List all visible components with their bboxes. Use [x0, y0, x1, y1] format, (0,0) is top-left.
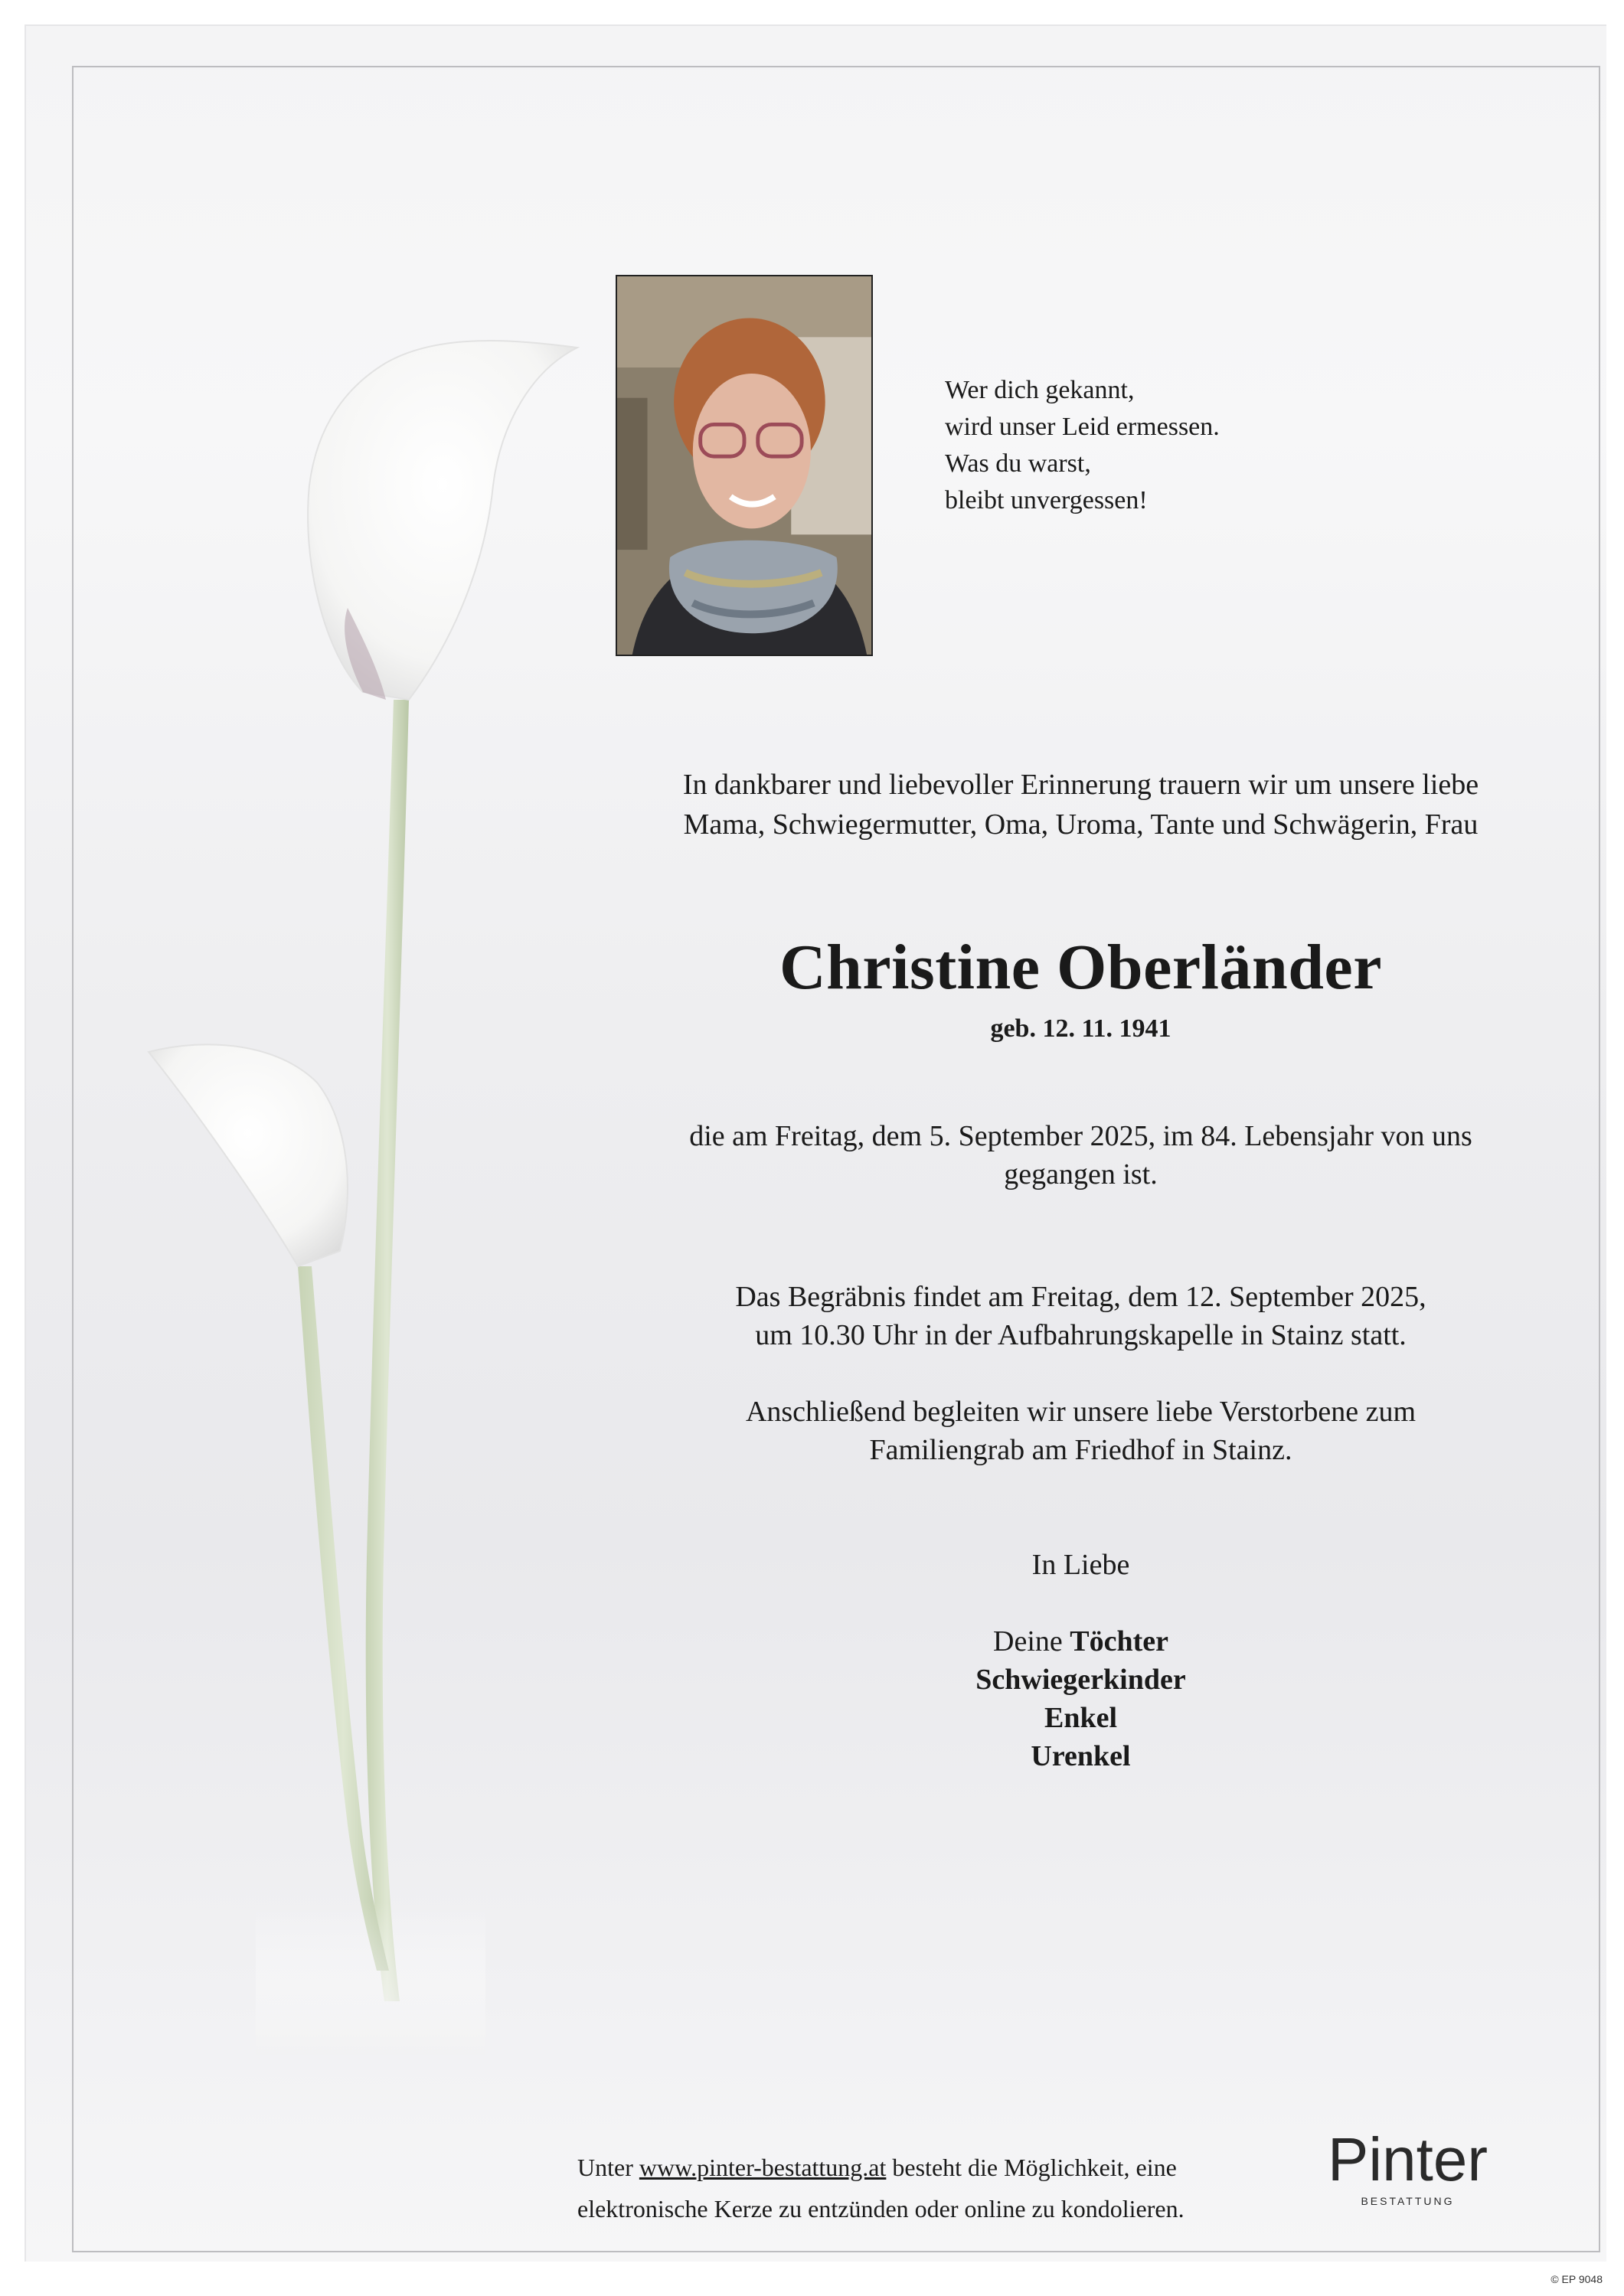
obituary-sheet — [25, 24, 1606, 2262]
pinter-logo — [1328, 2125, 1488, 2207]
tall-stem — [366, 700, 409, 2001]
mourners-list — [619, 1622, 1542, 1775]
footer-line — [577, 2147, 1185, 2188]
burial-details — [619, 1393, 1542, 1469]
footer-text: Unter — [577, 2154, 639, 2181]
death-line: gegangen ist. — [1004, 1158, 1158, 1190]
portrait-photo — [616, 275, 873, 656]
mourner-line — [619, 1699, 1542, 1737]
website-link[interactable]: www.pinter-bestattung.at — [639, 2154, 887, 2181]
mourner-line — [619, 1737, 1542, 1775]
poem-line: Wer dich gekannt, — [945, 376, 1135, 404]
birth-date: geb. 12. 11. 1941 — [990, 1014, 1171, 1043]
deceased-name: Christine Oberländer — [779, 932, 1382, 1003]
intro-text — [619, 765, 1542, 844]
intro-line: In dankbarer und liebevoller Erinnerung trauern wir um unsere liebe — [682, 769, 1479, 801]
logo-word: Pinter — [1328, 2125, 1488, 2193]
closing-phrase: In Liebe — [1031, 1549, 1130, 1581]
poem-line: bleibt unvergessen! — [945, 486, 1148, 514]
burial-line: Familiengrab am Friedhof in Stainz. — [869, 1434, 1292, 1466]
mourner-group: Schwiegerkinder — [975, 1664, 1186, 1696]
mourner-line — [619, 1661, 1542, 1699]
poem-line: Was du warst, — [945, 449, 1091, 478]
mourner-group: Töchter — [1070, 1625, 1168, 1657]
footer-line: elektronische Kerze zu entzünden oder online zu kondolieren. — [577, 2195, 1185, 2223]
burial-line: Anschließend begleiten wir unsere liebe Verstorbene zum — [745, 1396, 1417, 1428]
signoff-prefix: Deine — [993, 1625, 1063, 1657]
logo-subtitle: BESTATTUNG — [1361, 2195, 1455, 2207]
small-flower — [149, 1044, 348, 1266]
mourner-line — [619, 1622, 1542, 1661]
footer-note — [577, 2147, 1185, 2229]
funeral-line: Das Begräbnis findet am Freitag, dem 12. September 2025, — [735, 1281, 1426, 1313]
death-notice — [619, 1117, 1542, 1194]
print-code: © EP 9048 — [1550, 2273, 1603, 2285]
death-line: die am Freitag, dem 5. September 2025, im 84. Lebensjahr von uns — [689, 1120, 1472, 1152]
poem — [945, 372, 1220, 519]
mourner-group: Urenkel — [1031, 1740, 1131, 1772]
mourner-group: Enkel — [1044, 1702, 1118, 1734]
poem-line: wird unser Leid ermessen. — [945, 413, 1220, 441]
funeral-line: um 10.30 Uhr in der Aufbahrungskapelle in Stainz statt. — [755, 1319, 1407, 1351]
intro-line: Mama, Schwiegermutter, Oma, Uroma, Tante und Schwägerin, Frau — [683, 808, 1479, 841]
funeral-details — [619, 1278, 1542, 1354]
footer-text: besteht die Möglichkeit, eine — [886, 2154, 1177, 2181]
